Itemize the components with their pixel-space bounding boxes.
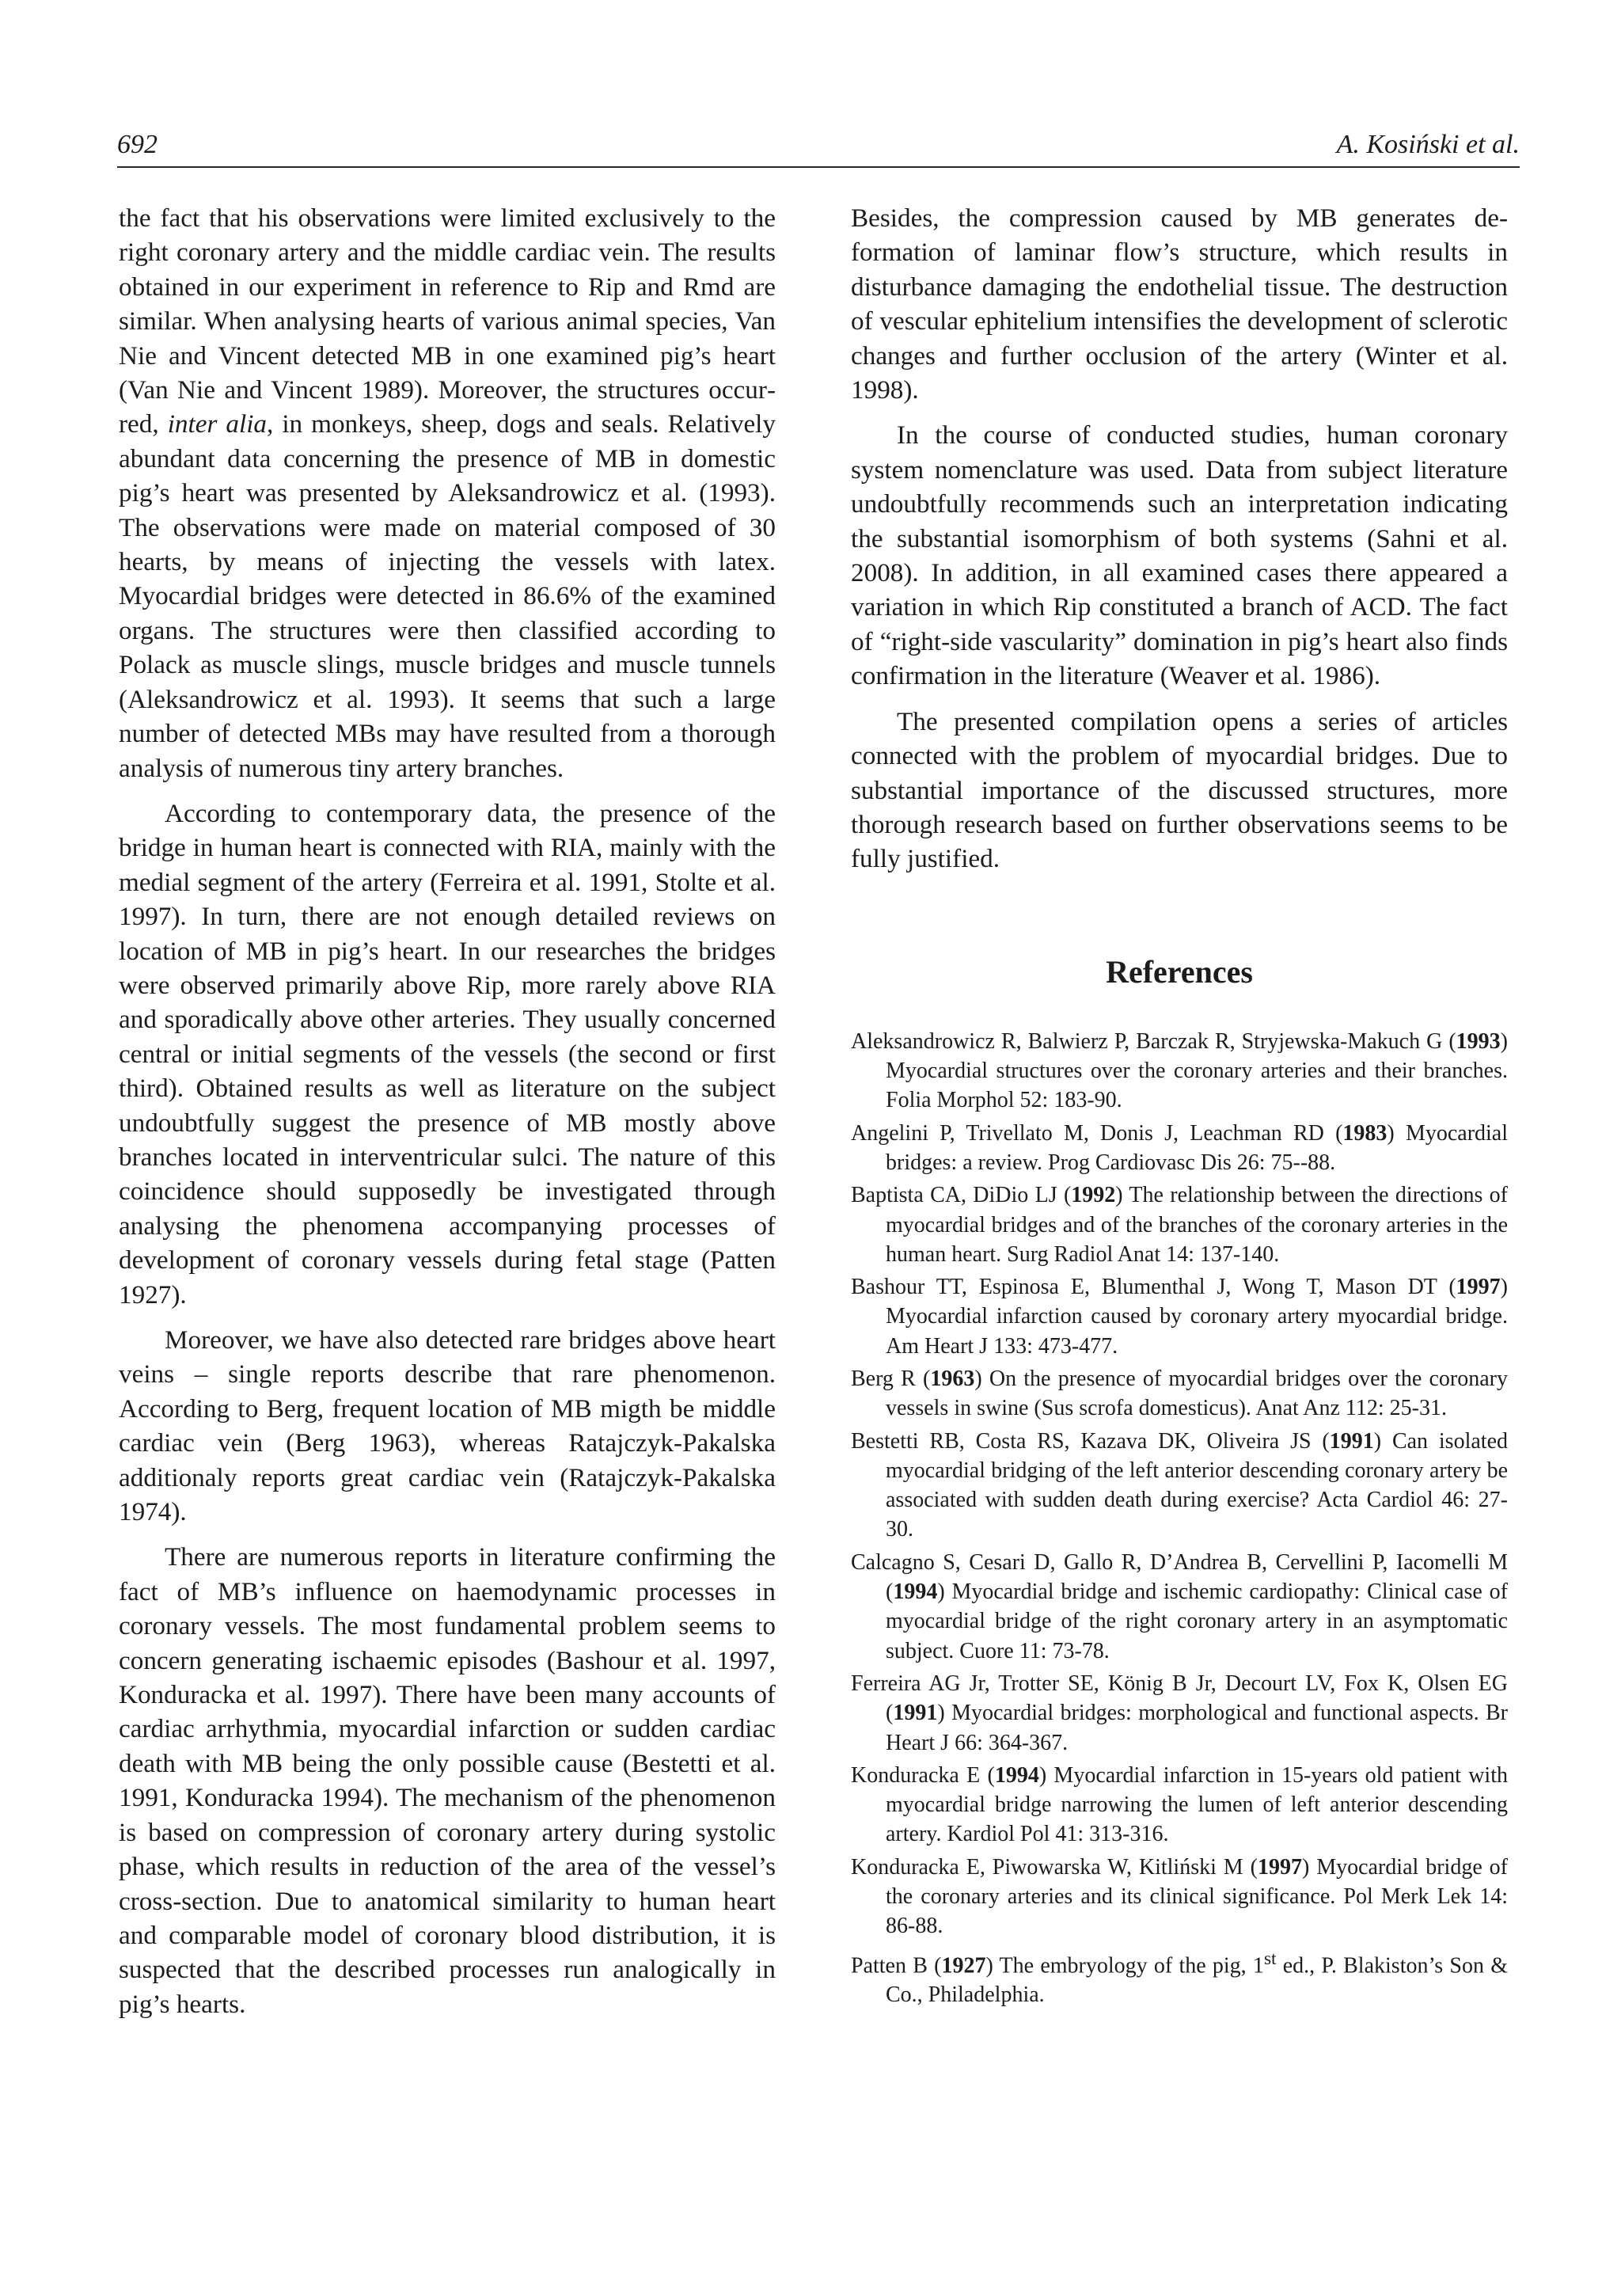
reference-item: Aleksandrowicz R, Balwierz P, Barczak R, Stryjewska-Makuch G (1993) Myocardial structures over the coronary arteries and their branches. Folia Morphol 52: 183-90.	[851, 1028, 1508, 1113]
body-paragraph: According to contemporary data, the presence of the bridge in human heart is connected with RIA, mainly with the medial segment of the artery (Ferreira et al. 1991, Stolte et al. 1997). In turn, there are not enough detailed reviews on location of MB in pig’s heart. In our researches the bridges were observed primarily above Rip, more rarely above RIA and sporadically above other arteries. They usually concerned central or initial segments of the vessels (the second or first third). Obtained results as well as literature on the subject undoubtfully suggest the presence of MB mostly above branches located in interventricular sulci. The nature of this coincidence should supposedly be investigated through analysing the phenomena accompanying processes of development of coronary vessels during fetal stage (Patten 1927).	[119, 798, 776, 1310]
reference-item: Konduracka E, Piwowarska W, Kitliński M (1997) Myocardial bridge of the coronary arteries and its clinical significance. Pol Merk Lek 14: 86-88.	[851, 1854, 1508, 1939]
reference-item: Konduracka E (1994) Myocardial infarction in 15-years old patient with myocardial bridge narrowing the lumen of left anterior descending artery. Kardiol Pol 41: 313-316.	[851, 1762, 1508, 1847]
body-paragraph: The presented compilation opens a series of articles connected with the problem of myocardial bridges. Due to substantial importance of the discussed structures, more thorough research based on further observations seems to be fully justified.	[851, 706, 1508, 874]
reference-item: Bashour TT, Espinosa E, Blumenthal J, Wong T, Mason DT (1997) Myocardial infarction caused by coronary artery myocardial bridge. Am Heart J 133: 473-477.	[851, 1275, 1508, 1359]
body-paragraph: In the course of conducted studies, human coronary system nomenclature was used. Data from subject literature undoubtfully recommends such an interpretation indicating the substantial isomorphism of both systems (Sahni et al. 2008). In addition, in all examined cases there appeared a variation in which Rip constituted a branch of ACD. The fact of “right-side vascularity” domination in pig’s heart also finds confirmation in the literature (Weaver et al. 1986).	[851, 420, 1508, 691]
reference-item: Bestetti RB, Costa RS, Kazava DK, Oliveira JS (1991) Can isolated myocardial bridging of the left anterior descending coronary artery be associated with sudden death during exercise? Acta Cardiol 46: 27-30.	[851, 1428, 1508, 1542]
page-number: 692	[117, 130, 158, 159]
body-paragraph: Moreover, we have also detected rare bridges above heart veins – single reports describe that rare phenomenon. According to Berg, frequent location of MB migth be middle cardiac vein (Berg 1963), whereas Ratajczyk-Pakalska additionaly reports great cardiac vein (Ratajczyk-Pakalska 1974).	[119, 1325, 776, 1527]
running-head: A. Kosiński et al.	[1336, 130, 1520, 159]
reference-item: Berg R (1963) On the presence of myocardial bridges over the coronary vessels in swine (Sus scrofa domesticus). Anat Anz 112: 25-31.	[851, 1366, 1508, 1421]
reference-item: Patten B (1927) The embryology of the pig, 1st ed., P. Blakiston’s Son & Co., Philadelphia.	[851, 1948, 1508, 2008]
body-paragraph: the fact that his observations were limited exclusively to the right coronary artery and the middle cardiac vein. The results obtained in our experiment in reference to Rip and Rmd are similar. When analysing hearts of various animal species, Van Nie and Vincent detected MB in one examined pig’s heart (Van Nie and Vincent 1989). Moreover, the structures occurred, inter alia, in monkeys, sheep, dogs and seals. Relatively abundant data concerning the presence of MB in domestic pig’s heart was presented by Aleksandrowicz et al. (1993). The observations were made on material composed of 30 hearts, by means of injecting the vessels with latex. Myocardial bridges were detected in 86.6% of the examined organs. The structures were then classified according to Polack as muscle slings, muscle bridges and muscle tunnels (Aleksandrowicz et al. 1993). It seems that such a large number of detected MBs may have resulted from a thorough analysis of numerous tiny artery branches.	[119, 203, 776, 783]
page-header	[117, 127, 1520, 168]
reference-list	[851, 1027, 1508, 2010]
reference-item: Angelini P, Trivellato M, Donis J, Leachman RD (1983) Myocardial bridges: a review. Prog Cardiovasc Dis 26: 75--88.	[851, 1120, 1509, 1175]
references-heading: References	[1106, 953, 1253, 990]
body-paragraph: There are numerous reports in literature confirming the fact of MB’s influence on haemodynamic processes in coronary vessels. The most fundamental problem seems to concern generating ischaemic episodes (Bashour et al. 1997, Konduracka et al. 1997). There have been many accounts of cardiac arrhythmia, myocardial infarction or sudden cardiac death with MB being the only possible cause (Bestetti et al. 1991, Konduracka 1994). The mechanism of the phenomenon is based on compression of coronary artery during systolic phase, which results in reduction of the area of the vessel’s cross-section. Due to anatomical similarity to human heart and comparable model of coronary blood distribution, it is suspected that the described processes run analogically in pig’s hearts.	[119, 1542, 776, 2019]
body-paragraph: Besides, the compression caused by MB generates deformation of laminar flow’s structure, which results in disturbance damaging the endothelial tissue. The destruction of vescular ephitelium intensifies the development of sclerotic changes and further occlusion of the artery (Winter et al. 1998).	[851, 203, 1508, 405]
reference-item: Baptista CA, DiDio LJ (1992) The relationship between the directions of myocardial bridges and of the branches of the coronary arteries in the human heart. Surg Radiol Anat 14: 137-140.	[851, 1183, 1508, 1267]
right-column	[851, 201, 1508, 2013]
left-column	[119, 201, 776, 2021]
reference-item: Ferreira AG Jr, Trotter SE, König B Jr, Decourt LV, Fox K, Olsen EG (1991) Myocardial bridges: morphological and functional aspects. Br Heart J 66: 364-367.	[851, 1671, 1508, 1755]
reference-item: Calcagno S, Cesari D, Gallo R, D’Andrea B, Cervellini P, Iacomelli M (1994) Myocardial bridge and ischemic cardiopathy: Clinical case of myocardial bridge of the right coronary artery in an asymptomatic subject. Cuore 11: 73-78.	[851, 1549, 1508, 1663]
